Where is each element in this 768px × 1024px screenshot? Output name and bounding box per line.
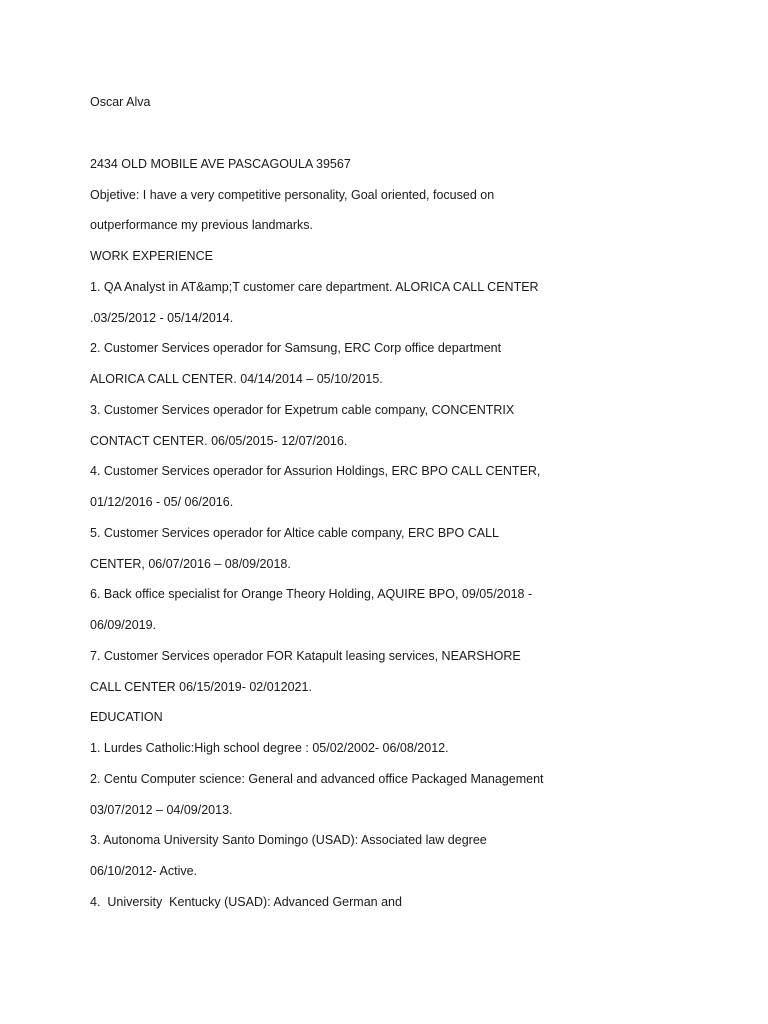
work-item: 3. Customer Services operador for Expetrum cable company, CONCENTRIX xyxy=(90,403,515,417)
education-item: 3. Autonoma University Santo Domingo (USAD): Associated law degree xyxy=(90,833,487,847)
work-item-dates: CENTER, 06/07/2016 – 08/09/2018. xyxy=(90,557,291,571)
work-item: 4. Customer Services operador for Assurion Holdings, ERC BPO CALL CENTER, xyxy=(90,464,541,478)
education-heading: EDUCATION xyxy=(90,710,163,724)
education-item-dates: 03/07/2012 – 04/09/2013. xyxy=(90,803,233,817)
work-item-dates: ALORICA CALL CENTER. 04/14/2014 – 05/10/2015. xyxy=(90,372,383,386)
resume-address: 2434 OLD MOBILE AVE PASCAGOULA 39567 xyxy=(90,157,351,171)
work-item: 6. Back office specialist for Orange Theory Holding, AQUIRE BPO, 09/05/2018 - xyxy=(90,587,533,601)
education-item: 2. Centu Computer science: General and advanced office Packaged Management xyxy=(90,772,544,786)
work-experience-heading: WORK EXPERIENCE xyxy=(90,249,213,263)
work-item-dates: .03/25/2012 - 05/14/2014. xyxy=(90,311,234,325)
work-item: 5. Customer Services operador for Altice cable company, ERC BPO CALL xyxy=(90,526,499,540)
work-item-dates: CONTACT CENTER. 06/05/2015- 12/07/2016. xyxy=(90,434,348,448)
education-item: 1. Lurdes Catholic:High school degree : 05/02/2002- 06/08/2012. xyxy=(90,741,449,755)
objective-line: outperformance my previous landmarks. xyxy=(90,218,314,232)
work-item-dates: CALL CENTER 06/15/2019- 02/012021. xyxy=(90,680,312,694)
education-item-dates: 06/10/2012- Active. xyxy=(90,864,198,878)
work-item: 7. Customer Services operador FOR Katapult leasing services, NEARSHORE xyxy=(90,649,521,663)
work-item-dates: 06/09/2019. xyxy=(90,618,157,632)
education-item: 4. University Kentucky (USAD): Advanced German and xyxy=(90,895,402,909)
work-item: 2. Customer Services operador for Samsung, ERC Corp office department xyxy=(90,341,502,355)
objective-line: Objetive: I have a very competitive personality, Goal oriented, focused on xyxy=(90,188,495,202)
work-item: 1. QA Analyst in AT&amp;T customer care department. ALORICA CALL CENTER xyxy=(90,280,539,294)
resume-name: Oscar Alva xyxy=(90,95,151,109)
work-item-dates: 01/12/2016 - 05/ 06/2016. xyxy=(90,495,234,509)
